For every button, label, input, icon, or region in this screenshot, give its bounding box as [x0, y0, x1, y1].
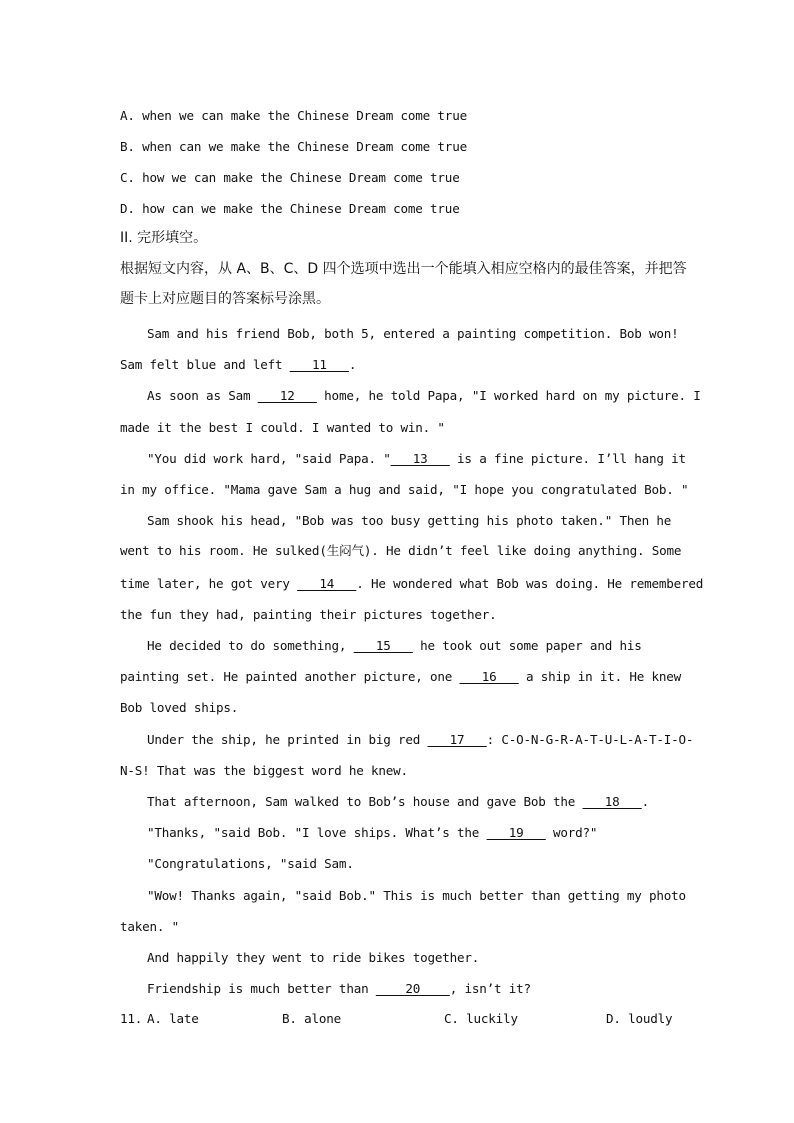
previous-option-c: C. how we can make the Chinese Dream come true: [120, 170, 460, 185]
blank-12: ___12___: [257, 388, 317, 403]
passage-line: Friendship is much better than ____20____, isn’t it?: [147, 981, 531, 996]
previous-option-d: D. how can we make the Chinese Dream come true: [120, 201, 460, 216]
passage-line: "Congratulations, "said Sam.: [147, 856, 354, 871]
passage-line: in my office. "Mama gave Sam a hug and said, "I hope you congratulated Bob. ": [120, 482, 689, 497]
blank-14: ___14___: [297, 576, 357, 591]
previous-option-a: A. when we can make the Chinese Dream come true: [120, 108, 467, 123]
question-11-option-a: A. late: [147, 1011, 199, 1026]
blank-19: ___19___: [486, 825, 546, 840]
passage-line: the fun they had, painting their pictures together.: [120, 607, 497, 622]
question-11-option-d: D. loudly: [606, 1011, 673, 1026]
section-instructions-line-1: 根据短文内容，从 A、B、C、D 四个选项中选出一个能填入相应空格内的最佳答案，并把答: [120, 261, 687, 277]
passage-line: "Thanks, "said Bob. "I love ships. What’s the ___19___ word?": [147, 825, 598, 840]
section-heading: II. 完形填空。: [120, 230, 208, 246]
blank-15: ___15___: [353, 638, 413, 653]
passage-line: went to his room. He sulked(生闷气). He didn’t feel like doing anything. Some: [120, 543, 682, 558]
blank-16: ___16___: [459, 669, 519, 684]
question-11-option-c: C. luckily: [444, 1011, 518, 1026]
passage-line: made it the best I could. I wanted to win. ": [120, 420, 445, 435]
blank-17: ___17___: [427, 732, 487, 747]
blank-20: ____20____: [375, 981, 450, 996]
passage-line: Sam felt blue and left ___11___.: [120, 357, 357, 372]
blank-18: ___18___: [582, 794, 642, 809]
question-11-number: 11.: [120, 1011, 143, 1026]
passage-line: taken. ": [120, 919, 180, 934]
passage-line: Sam and his friend Bob, both 5, entered a painting competition. Bob won!: [147, 326, 679, 341]
passage-line: Bob loved ships.: [120, 700, 239, 715]
passage-line: Sam shook his head, "Bob was too busy getting his photo taken." Then he: [147, 513, 672, 528]
passage-line: "You did work hard, "said Papa. "___13___ is a fine picture. I’ll hang it: [147, 451, 686, 466]
passage-line: And happily they went to ride bikes together.: [147, 950, 480, 965]
passage-line: time later, he got very ___14___. He wondered what Bob was doing. He remembered: [120, 576, 704, 591]
question-11-option-b: B. alone: [282, 1011, 342, 1026]
blank-11: ___11___: [289, 357, 349, 372]
passage-line: N-S! That was the biggest word he knew.: [120, 763, 408, 778]
previous-option-b: B. when can we make the Chinese Dream come true: [120, 139, 467, 154]
passage-line: He decided to do something, ___15___ he took out some paper and his: [147, 638, 642, 653]
passage-line: That afternoon, Sam walked to Bob’s house and gave Bob the ___18___.: [147, 794, 649, 809]
section-instructions-line-2: 题卡上对应题目的答案标号涂黑。: [120, 291, 330, 307]
passage-line: "Wow! Thanks again, "said Bob." This is much better than getting my photo: [147, 888, 686, 903]
passage-line: painting set. He painted another picture, one ___16___ a ship in it. He knew: [120, 669, 682, 684]
passage-line: As soon as Sam ___12___ home, he told Papa, "I worked hard on my picture. I: [147, 388, 701, 403]
passage-line: Under the ship, he printed in big red ___17___: C-O-N-G-R-A-T-U-L-A-T-I-O-: [147, 732, 694, 747]
blank-13: ___13___: [390, 451, 450, 466]
